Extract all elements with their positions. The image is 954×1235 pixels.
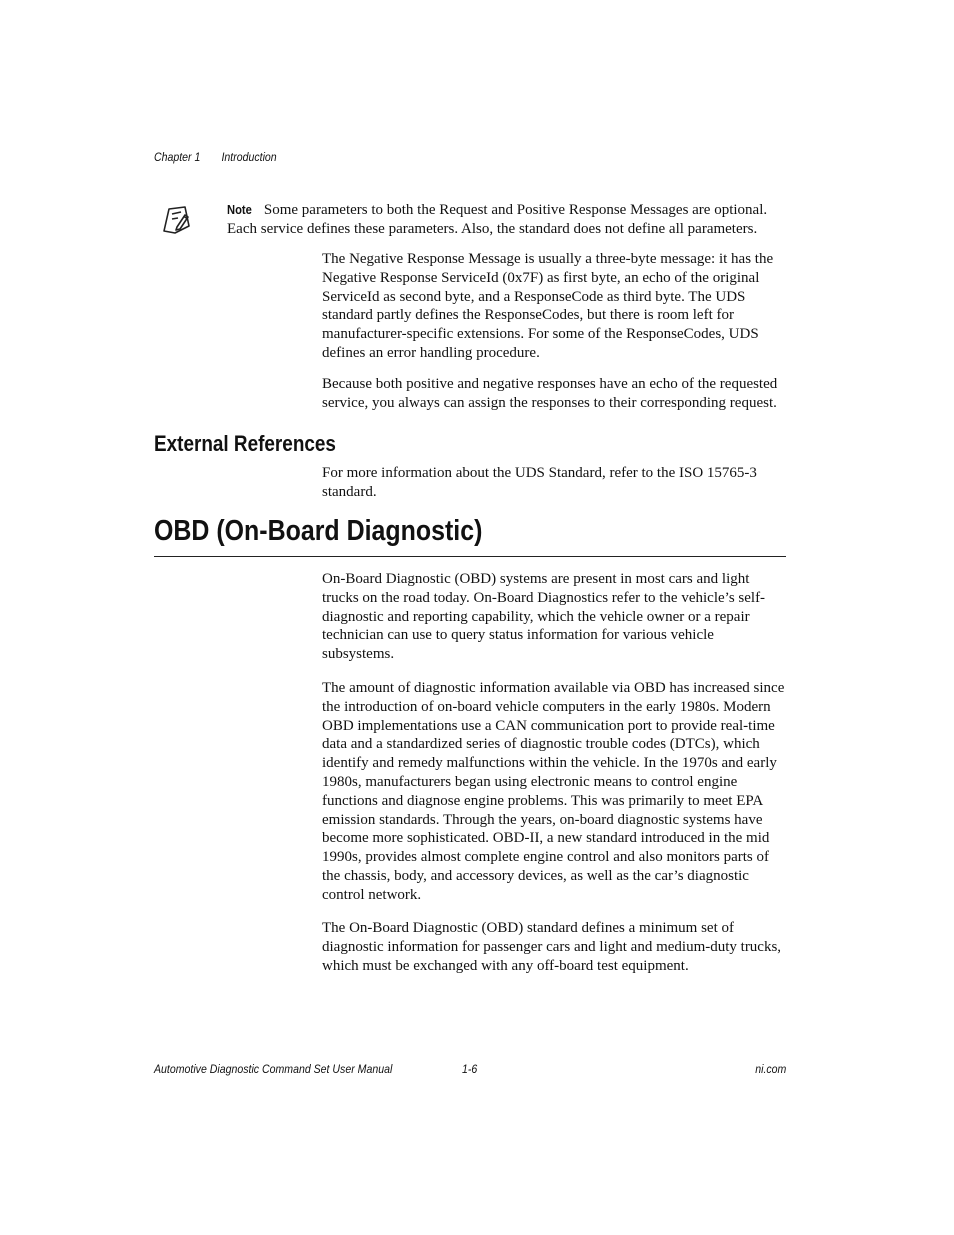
external-references-heading: External References (154, 431, 336, 456)
note-label: Note (227, 202, 252, 217)
note-body: Some parameters to both the Request and Positive Response Messages are optional. Each service defines these parameters. Also, the standard does not define all parameters. (227, 202, 768, 237)
response-echo-paragraph: Because both positive and negative responses have an echo of the requested service, you always can assign the responses to their corresponding request. (322, 376, 778, 411)
footer-page-number: 1-6 (462, 1062, 478, 1076)
footer-manual-title: Automotive Diagnostic Command Set User Manual (154, 1062, 393, 1076)
heading-divider (154, 556, 786, 557)
running-header (154, 150, 277, 164)
obd-standard-paragraph: The On-Board Diagnostic (OBD) standard defines a minimum set of diagnostic information for passenger cars and light and medium-duty trucks, which must be exchanged with any off-board test equipment. (322, 920, 782, 974)
footer-site: ni.com (754, 1062, 786, 1076)
note-text-block (227, 201, 789, 238)
chapter-number: Chapter 1 (154, 150, 201, 164)
negative-response-paragraph: The Negative Response Message is usually a three-byte message: it has the Negative Response ServiceId (0x7F) as first byte, an echo of the original ServiceId as second byte, and a ResponseCode as third byte. The UDS standard partly defines the ResponseCodes, but there is room left for manufacturer-specific extensions. For some of the ResponseCodes, UDS defines an error handling procedure. (322, 251, 774, 361)
external-references-paragraph: For more information about the UDS Standard, refer to the ISO 15765-3 standard. (322, 465, 757, 500)
note-pencil-icon (160, 204, 194, 236)
obd-section-heading: OBD (On-Board Diagnostic) (154, 515, 483, 547)
chapter-title: Introduction (221, 150, 277, 164)
obd-history-paragraph: The amount of diagnostic information available via OBD has increased since the introduction of on-board vehicle computers in the early 1980s. Modern OBD implementations use a CAN communication port to provide real-time data and a standardized series of diagnostic trouble codes (DTCs), which identify and remedy malfunctions within the vehicle. In the 1970s and early 1980s, manufacturers began using electronic means to control engine functions and diagnose engine problems. This was primarily to meet EPA emission standards. Through the years, on-board diagnostic systems have become more sophisticated. OBD-II, a new standard introduced in the mid 1990s, provides almost complete engine control and also monitors parts of the chassis, body, and accessory devices, as well as the car’s diagnostic control network. (322, 680, 785, 903)
obd-intro-paragraph: On-Board Diagnostic (OBD) systems are present in most cars and light trucks on the road today. On-Board Diagnostics refer to the vehicle’s self-diagnostic and reporting capability, which the vehicle owner or a repair technician can use to query status information for various vehicle subsystems. (322, 571, 766, 663)
